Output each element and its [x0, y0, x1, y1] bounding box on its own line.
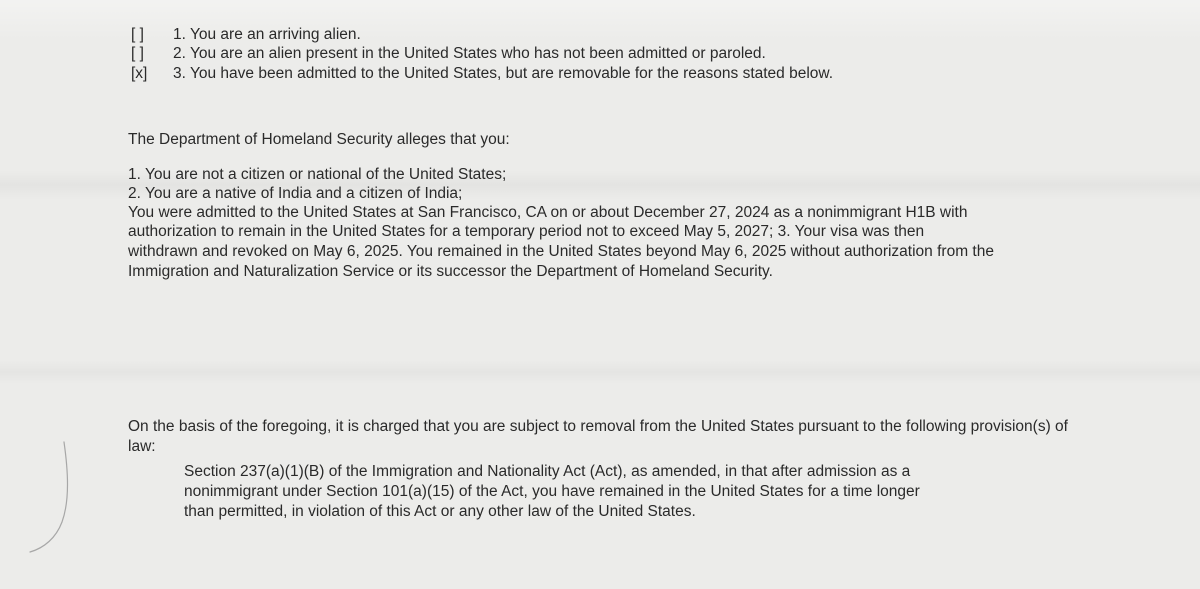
allegation-line: authorization to remain in the United States for a temporary period not to exceed May 5, 2027; 3. Your visa was then — [128, 223, 925, 240]
charge-option-text: 3. You have been admitted to the United States, but are removable for the reasons stated below. — [173, 65, 834, 82]
charge-option-3 — [131, 65, 833, 83]
allegation-line: withdrawn and revoked on May 6, 2025. You remained in the United States beyond May 6, 2025 without authorization from the — [128, 243, 994, 260]
charge-option-1 — [131, 26, 361, 44]
statute-section-line: than permitted, in violation of this Act or any other law of the United States. — [184, 503, 696, 520]
checkbox-unchecked: [ ] — [131, 45, 144, 62]
allegation-line: 2. You are a native of India and a citizen of India; — [128, 185, 463, 202]
basis-statement: On the basis of the foregoing, it is charged that you are subject to removal from the United States pursuant to the following provision(s) of — [128, 418, 1068, 435]
statute-section-line: nonimmigrant under Section 101(a)(15) of the Act, you have remained in the United States for a time longer — [184, 483, 920, 500]
checkbox-checked: [x] — [131, 65, 148, 82]
allegation-line: 1. You are not a citizen or national of the United States; — [128, 166, 507, 183]
pencil-mark-icon — [20, 440, 80, 560]
allegation-line: Immigration and Naturalization Service or its successor the Department of Homeland Security. — [128, 263, 773, 280]
checkbox-unchecked: [ ] — [131, 26, 144, 43]
charge-option-2 — [131, 45, 766, 63]
charge-option-text: 1. You are an arriving alien. — [173, 26, 361, 43]
basis-statement-cont: law: — [128, 438, 156, 455]
allegations-heading: The Department of Homeland Security alleges that you: — [128, 131, 510, 148]
allegation-line: You were admitted to the United States at San Francisco, CA on or about December 27, 2024 as a nonimmigrant H1B with — [128, 204, 968, 221]
charge-option-text: 2. You are an alien present in the United States who has not been admitted or paroled. — [173, 45, 766, 62]
statute-section-line: Section 237(a)(1)(B) of the Immigration and Nationality Act (Act), as amended, in that after admission as a — [184, 463, 911, 480]
